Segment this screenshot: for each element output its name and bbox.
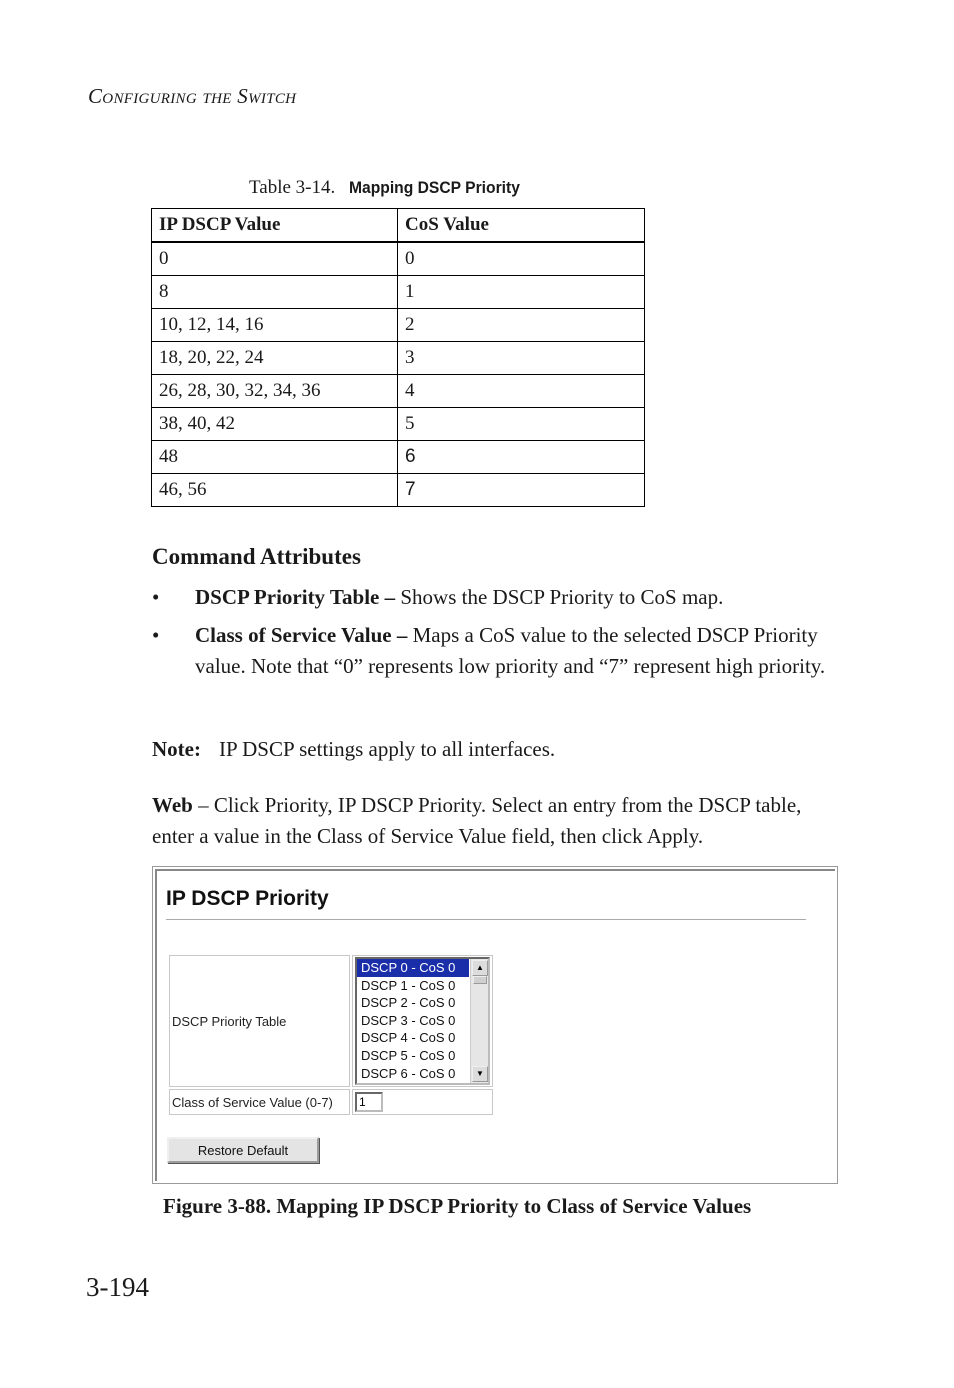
- table-cell: 3: [398, 342, 645, 375]
- table-cell: 6: [398, 441, 645, 474]
- bullet-icon: •: [152, 623, 160, 647]
- listbox-option[interactable]: DSCP 4 - CoS 0: [361, 1030, 456, 1046]
- table-row: [152, 375, 645, 408]
- note-text: IP DSCP settings apply to all interfaces.: [218, 737, 556, 761]
- listbox-scrollbar[interactable]: [470, 959, 488, 1083]
- table-row: [152, 342, 645, 375]
- note: [152, 737, 555, 762]
- form-row-priority-table: [169, 955, 493, 1087]
- listbox-option-selected[interactable]: DSCP 0 - CoS 0: [357, 959, 469, 977]
- form-row-cos-value: [169, 1089, 493, 1115]
- bullet-description: Shows the DSCP Priority to CoS map.: [395, 585, 724, 609]
- table-cell: 0: [152, 242, 398, 276]
- bullet-term: Class of Service Value –: [195, 623, 408, 647]
- bullet-term: DSCP Priority Table –: [195, 585, 396, 609]
- command-attributes-heading: Command Attributes: [152, 544, 361, 569]
- table-row: [152, 309, 645, 342]
- table-cell: 4: [398, 375, 645, 408]
- table-cell: 5: [398, 408, 645, 441]
- scroll-up-icon[interactable]: ▲: [472, 960, 488, 976]
- web-text: – Click Priority, IP DSCP Priority. Select an entry from the DSCP table, enter a value in the Class of Service Value field, then click Apply.: [152, 793, 802, 848]
- table-cell: 7: [398, 474, 645, 507]
- figure-caption: Figure 3-88. Mapping IP DSCP Priority to Class of Service Values: [163, 1194, 752, 1218]
- column-header: CoS Value: [398, 209, 645, 243]
- cos-value-input[interactable]: [355, 1092, 383, 1112]
- table-row: [152, 474, 645, 507]
- ip-dscp-priority-screenshot: [152, 866, 838, 1184]
- table-cell: 10, 12, 14, 16: [152, 309, 398, 342]
- dscp-form: [167, 953, 495, 1117]
- table-cell: 18, 20, 22, 24: [152, 342, 398, 375]
- dscp-mapping-table: [151, 208, 645, 507]
- listbox-cell: [352, 955, 493, 1087]
- bullet-text: [195, 582, 850, 613]
- priority-table-label: DSCP Priority Table: [169, 955, 350, 1087]
- listbox-option[interactable]: DSCP 2 - CoS 0: [361, 995, 456, 1011]
- listbox-option[interactable]: DSCP 5 - CoS 0: [361, 1047, 456, 1063]
- table-cell: 46, 56: [152, 474, 398, 507]
- column-header: IP DSCP Value: [152, 209, 398, 243]
- bullet-icon: •: [152, 585, 160, 609]
- restore-default-button[interactable]: Restore Default: [167, 1137, 319, 1163]
- web-label: Web: [152, 793, 193, 817]
- scrollbar-thumb[interactable]: [473, 976, 487, 984]
- listbox-option[interactable]: DSCP 3 - CoS 0: [361, 1012, 456, 1028]
- table-cell: 0: [398, 242, 645, 276]
- title-divider: [166, 919, 806, 921]
- table-row: [152, 441, 645, 474]
- table-header-row: [152, 209, 645, 243]
- table-row: [152, 408, 645, 441]
- page-number: 3-194: [86, 1272, 149, 1302]
- running-head: Configuring the Switch: [88, 84, 297, 108]
- cos-value-label: Class of Service Value (0-7): [169, 1089, 350, 1115]
- listbox-option[interactable]: DSCP 6 - CoS 0: [361, 1065, 456, 1081]
- web-instructions: [152, 790, 832, 852]
- table-cell: 48: [152, 441, 398, 474]
- table-cell: 8: [152, 276, 398, 309]
- cos-input-cell: [352, 1089, 493, 1115]
- scroll-down-icon[interactable]: ▼: [472, 1066, 488, 1082]
- table-caption-title: Mapping DSCP Priority: [349, 178, 521, 197]
- table-cell: 1: [398, 276, 645, 309]
- table-row: [152, 276, 645, 309]
- table-cell: 2: [398, 309, 645, 342]
- table-cell: 38, 40, 42: [152, 408, 398, 441]
- table-caption-number: Table 3-14.: [249, 177, 336, 198]
- bullet-text: [195, 620, 850, 682]
- table-caption: [249, 176, 535, 199]
- table-cell: 26, 28, 30, 32, 34, 36: [152, 375, 398, 408]
- screenshot-title: IP DSCP Priority: [166, 887, 329, 910]
- note-label: Note:: [152, 737, 201, 761]
- dscp-priority-listbox[interactable]: [355, 957, 490, 1085]
- bullet-description: Maps a CoS value to the selected DSCP Priority value. Note that “0” represents low priority and “7” represent high priority.: [195, 623, 826, 678]
- listbox-option[interactable]: DSCP 1 - CoS 0: [361, 977, 456, 993]
- table-row: [152, 242, 645, 276]
